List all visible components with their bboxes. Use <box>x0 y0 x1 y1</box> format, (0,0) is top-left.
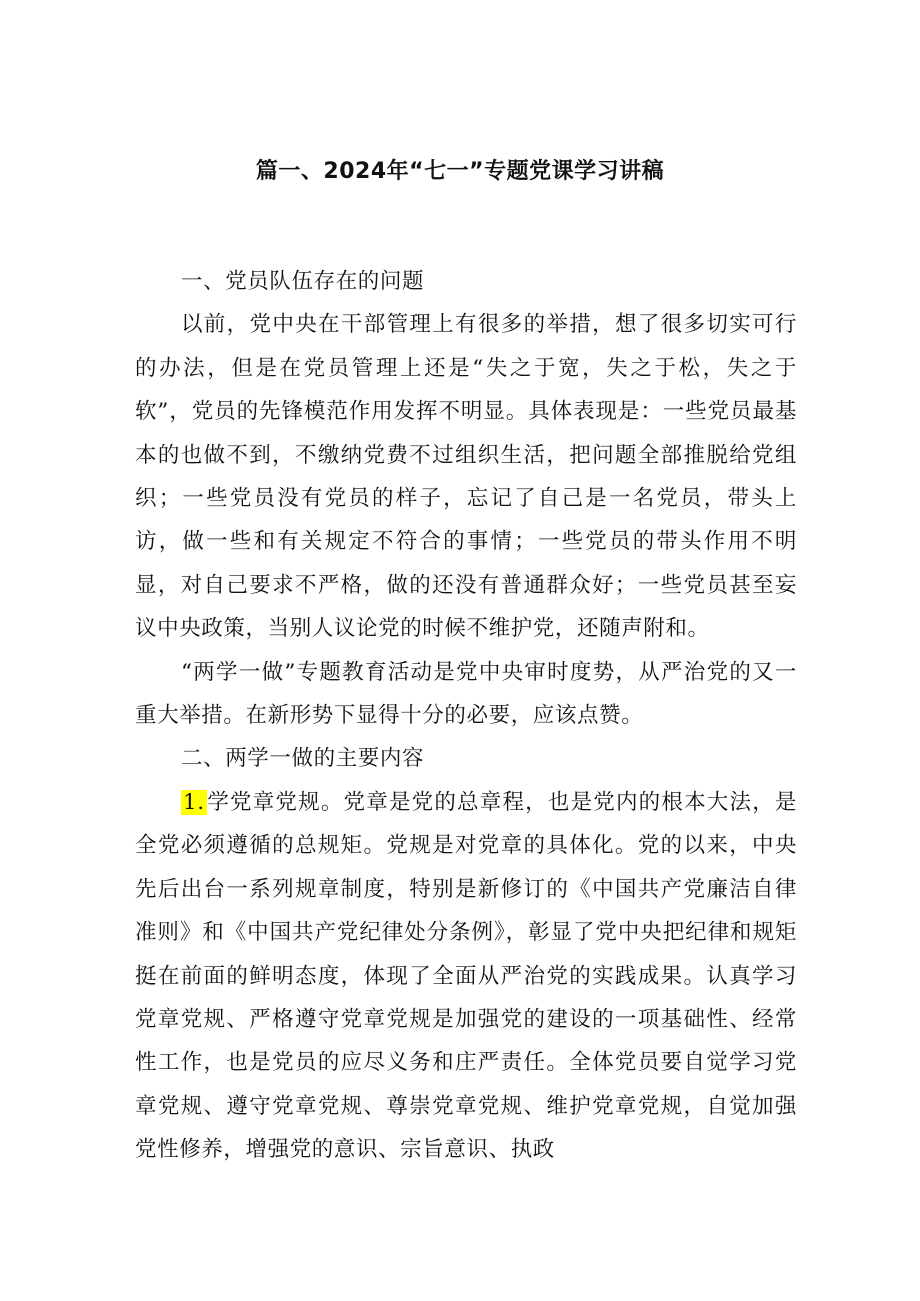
section-heading-main-content: 二、两学一做的主要内容 <box>181 746 425 772</box>
item-1-text: 学党章党规。党章是党的总章程，也是党内的根本大法，是全党必须遵循的总规矩。党规是对党章的具体化。党的以来，中央先后出台一系列规章制度，特别是新修订的《中国共产党廉洁自律准则》和《中国共产党纪律处分条例》，彰显了党中央把纪律和规矩挺在前面的鲜明态度，体现了全面从严治党的实践成果。认真学习党章党规、严格遵守党章党规是加强党的建设的一项基础性、经常性工作，也是党员的应尽义务和庄严责任。全体党员要自觉学习党章党规、遵守党章党规、尊崇党章党规、维护党章党规，自觉加强党性修养，增强党的意识、宗旨意识、执政 <box>135 789 797 1163</box>
paragraph-problems: 以前，党中央在干部管理上有很多的举措，想了很多切实可行的办法，但是在党员管理上还是“失之于宽，失之于松，失之于软”，党员的先锋模范作用发挥不明显。具体表现是：一些党员最基本的也做不到，不缴纳党费不过组织生活，把问题全部推脱给党组织；一些党员没有党员的样子，忘记了自己是一名党员，带头上访，做一些和有关规定不符合的事情；一些党员的带头作用不明显，对自己要求不严格，做的还没有普通群众好；一些党员甚至妄议中央政策，当别人议论党的时候不维护党，还随声附和。 <box>135 312 797 642</box>
document-body <box>135 260 797 1172</box>
section-heading-problems: 一、党员队伍存在的问题 <box>181 269 425 294</box>
paragraph-campaign: “两学一做”专题教育活动是党中央审时度势，从严治党的又一重大举措。在新形势下显得十分的必要，应该点赞。 <box>135 659 797 729</box>
paragraph-item-1 <box>135 781 797 1172</box>
document-title: 篇一、2024年“七一”专题党课学习讲稿 <box>255 159 665 184</box>
highlighted-item-number: 1. <box>183 789 205 815</box>
